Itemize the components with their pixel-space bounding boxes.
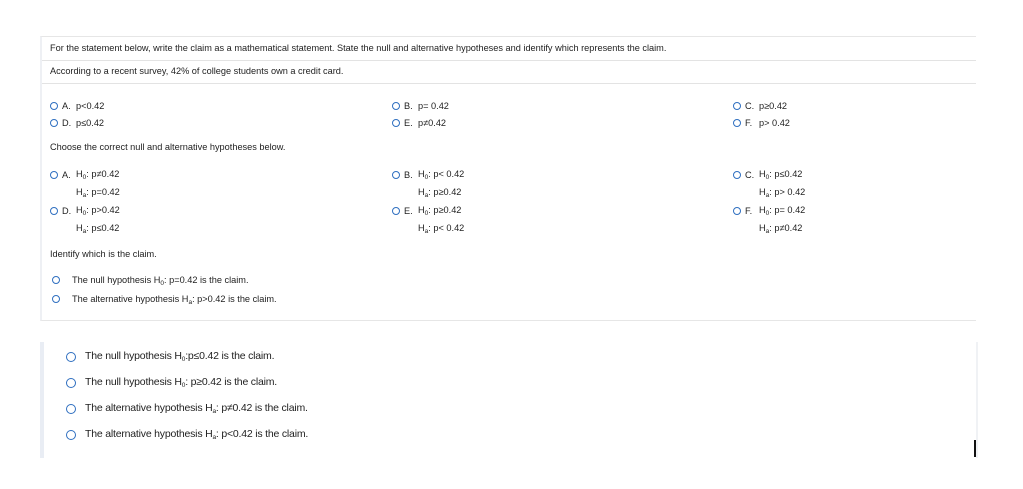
alternative-hypothesis: $H_a$: p≠0.42 — [759, 223, 803, 235]
null-hypothesis: $H_0$: p≤0.42 — [759, 169, 803, 181]
answer-option-3[interactable]: The alternative hypothesis $H_a$: p≠0.42 is the claim. — [66, 402, 308, 415]
null-hypothesis: $H_0$: p≥0.42 — [418, 205, 462, 217]
question-panel — [40, 36, 976, 321]
null-hypothesis: $H_0$: p= 0.42 — [759, 205, 806, 217]
alternative-hypothesis: $H_a$: p≤0.42 — [76, 223, 120, 235]
instructions-text: For the statement below, write the claim as a mathematical statement. State the null and alternative hypotheses and identify which represents the claim. — [50, 43, 667, 53]
claim-identify-option-alternative[interactable]: The alternative hypothesis $H_a$: p>0.42 is the claim. — [52, 294, 277, 306]
radio-button[interactable] — [52, 276, 60, 284]
claim-option-e[interactable]: E. p≠0.42 — [392, 118, 446, 128]
claim-option-d[interactable]: D. p≤0.42 — [50, 118, 104, 128]
radio-button[interactable] — [733, 207, 741, 215]
claim-option-f[interactable]: F. p> 0.42 — [733, 118, 790, 128]
null-hypothesis: $H_0$: p< 0.42 — [418, 169, 465, 181]
radio-button[interactable] — [392, 102, 400, 110]
alternative-hypothesis: $H_a$: p< 0.42 — [418, 223, 465, 235]
alternative-hypothesis: $H_a$: p> 0.42 — [759, 187, 806, 199]
hypotheses-option-c[interactable]: C. $H_0$: p≤0.42 $H_a$: p> 0.42 — [733, 170, 805, 203]
alternative-hypothesis: $H_a$: p=0.42 — [76, 187, 120, 199]
radio-button[interactable] — [50, 119, 58, 127]
claim-option-b[interactable]: B. p= 0.42 — [392, 101, 449, 111]
hypotheses-option-d[interactable]: D. $H_0$: p>0.42 $H_a$: p≤0.42 — [50, 206, 120, 239]
radio-button[interactable] — [392, 119, 400, 127]
claim-option-a[interactable]: A. p<0.42 — [50, 101, 104, 111]
null-hypothesis: $H_0$: p>0.42 — [76, 205, 120, 217]
radio-button[interactable] — [66, 378, 76, 388]
hypotheses-option-f[interactable]: F. $H_0$: p= 0.42 $H_a$: p≠0.42 — [733, 206, 805, 239]
radio-button[interactable] — [733, 171, 741, 179]
radio-button[interactable] — [733, 102, 741, 110]
divider — [42, 60, 976, 61]
answer-option-2[interactable]: The null hypothesis $H_0$: p≥0.42 is the claim. — [66, 376, 277, 389]
radio-button[interactable] — [52, 295, 60, 303]
radio-button[interactable] — [66, 430, 76, 440]
claim-option-c[interactable]: C. p≥0.42 — [733, 101, 787, 111]
radio-button[interactable] — [392, 171, 400, 179]
text-cursor — [974, 440, 976, 457]
radio-button[interactable] — [66, 404, 76, 414]
hypotheses-option-a[interactable]: A. $H_0$: p≠0.42 $H_a$: p=0.42 — [50, 170, 120, 203]
answer-option-4[interactable]: The alternative hypothesis $H_a$: p<0.42 is the claim. — [66, 428, 308, 441]
answer-option-1[interactable]: The null hypothesis $H_0:p\le 0.42$ is the claim. — [66, 350, 274, 363]
claim-prompt: Identify which is the claim. — [50, 249, 157, 259]
radio-button[interactable] — [50, 171, 58, 179]
radio-button[interactable] — [50, 207, 58, 215]
null-hypothesis: $H_0$: p≠0.42 — [76, 169, 120, 181]
hypotheses-option-b[interactable]: B. $H_0$: p< 0.42 $H_a$: p≥0.42 — [392, 170, 464, 203]
alternative-hypothesis: $H_a$: p≥0.42 — [418, 187, 462, 199]
radio-button[interactable] — [392, 207, 400, 215]
answer-options-panel — [40, 342, 978, 458]
divider — [42, 83, 976, 84]
radio-button[interactable] — [733, 119, 741, 127]
radio-button[interactable] — [50, 102, 58, 110]
radio-button[interactable] — [66, 352, 76, 362]
hypotheses-prompt: Choose the correct null and alternative hypotheses below. — [50, 142, 286, 152]
statement-text: According to a recent survey, 42% of college students own a credit card. — [50, 66, 344, 76]
claim-identify-option-null[interactable]: The null hypothesis $H_0$: p=0.42 is the claim. — [52, 275, 249, 287]
hypotheses-option-e[interactable]: E. $H_0$: p≥0.42 $H_a$: p< 0.42 — [392, 206, 464, 239]
